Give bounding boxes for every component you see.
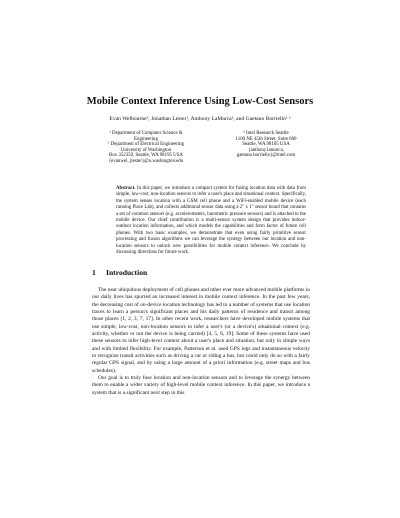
paragraph: Our goal is to truly fuse location and non-location sensors and to leverage the synergy between them to enable a wider variety of high-level mobile context inference. In this paper, we introduce a system that is a significant next step in this (92, 375, 310, 396)
affiliation-email: gaetano.borriello}@intel.com (236, 153, 296, 159)
paper-title: Mobile Context Inference Using Low-Cost Sensors (86, 96, 314, 107)
section-heading (92, 268, 147, 277)
affiliation-email: {evanwel, jlester}@u.washington.edu (108, 158, 184, 164)
author-list: Evan Welbourne¹, Jonathan Lester¹, Anthony LaMarca², and Gaetano Borriello¹ ² (109, 116, 291, 122)
affiliation-line: Box 352350, Seattle, WA 98195 USA (109, 153, 183, 159)
abstract-label: Abstract. (116, 186, 136, 191)
paragraph: The near ubiquitous deployment of cell phones and other ever more advanced mobile platforms in our daily lives has spurred an increased interest in mobile context inference. In the past few years, the decreasing cost of on-device location technology has led to a number of systems that use location traces to learn a person's significant places and his daily patterns of residence and transit among those places [1, 2, 3, 7, 17]. In other recent work, researchers have developed mobile systems that use simple, low-cost, non-location sensors to infer a user's (or a device's) situational context (e.g. activity, whether or not the device is being carried) [4, 5, 6, 19]. Some of these systems have used these sensors to infer high-level context about a user's place and situation, but only in simple ways and with limited flexibility. For example, Patterson et al. used GPS logs and instantaneous velocity to recognize transit activities such as driving a car or riding a bus, but could only do so with a fairly regular GPS signal, and by using a large amount of a priori information (e.g. street maps and bus schedules). (92, 287, 310, 374)
affiliation-line: ¹ Department of Electrical Engineering (107, 142, 185, 148)
affiliation-left (86, 131, 206, 165)
affiliation-right (220, 131, 312, 159)
affiliation-line: University of Washington (120, 147, 172, 153)
affiliation-line: 1100 NE 45th Street, Suite 600 (235, 136, 297, 142)
section-number: 1 (92, 268, 96, 277)
abstract (116, 186, 306, 256)
affiliation-line: ¹ Department of Computer Science & (109, 131, 183, 136)
affiliation-line: Seattle, WA 98105 USA (242, 142, 290, 148)
section-title: Introduction (106, 268, 148, 277)
affiliation-line: Engineering (134, 136, 158, 142)
affiliation-email: {anthony.lamarca, (248, 147, 284, 153)
abstract-text: In this paper, we introduce a compact system for fusing location data with data from simple, low-cost, non-location sensors to infer a user's place and situational context. Specifically, the system senses location with a GSM cell phone and a WiFi-enabled mobile device (each running Place Lab), and collects additional sensor data using a 2" x 1" sensor board that contains a set of common sensors (e.g. accelerometers, barometric pressure sensors) and is attached to the mobile device. Our chief contribution is a multi-sensor system design that provides indoor-outdoor location information, and which models the capabilities and form factor of future cell phones. With two basic examples, we demonstrate that even using fairly primitive sensor processing and fusion algorithms we can leverage the synergy between our location and non-location sensors to unlock new possibilities for mobile context inference. We conclude by discussing directions for future work. (116, 186, 306, 256)
body-text (92, 287, 310, 397)
affiliation-line: ² Intel Research Seattle (243, 131, 289, 136)
